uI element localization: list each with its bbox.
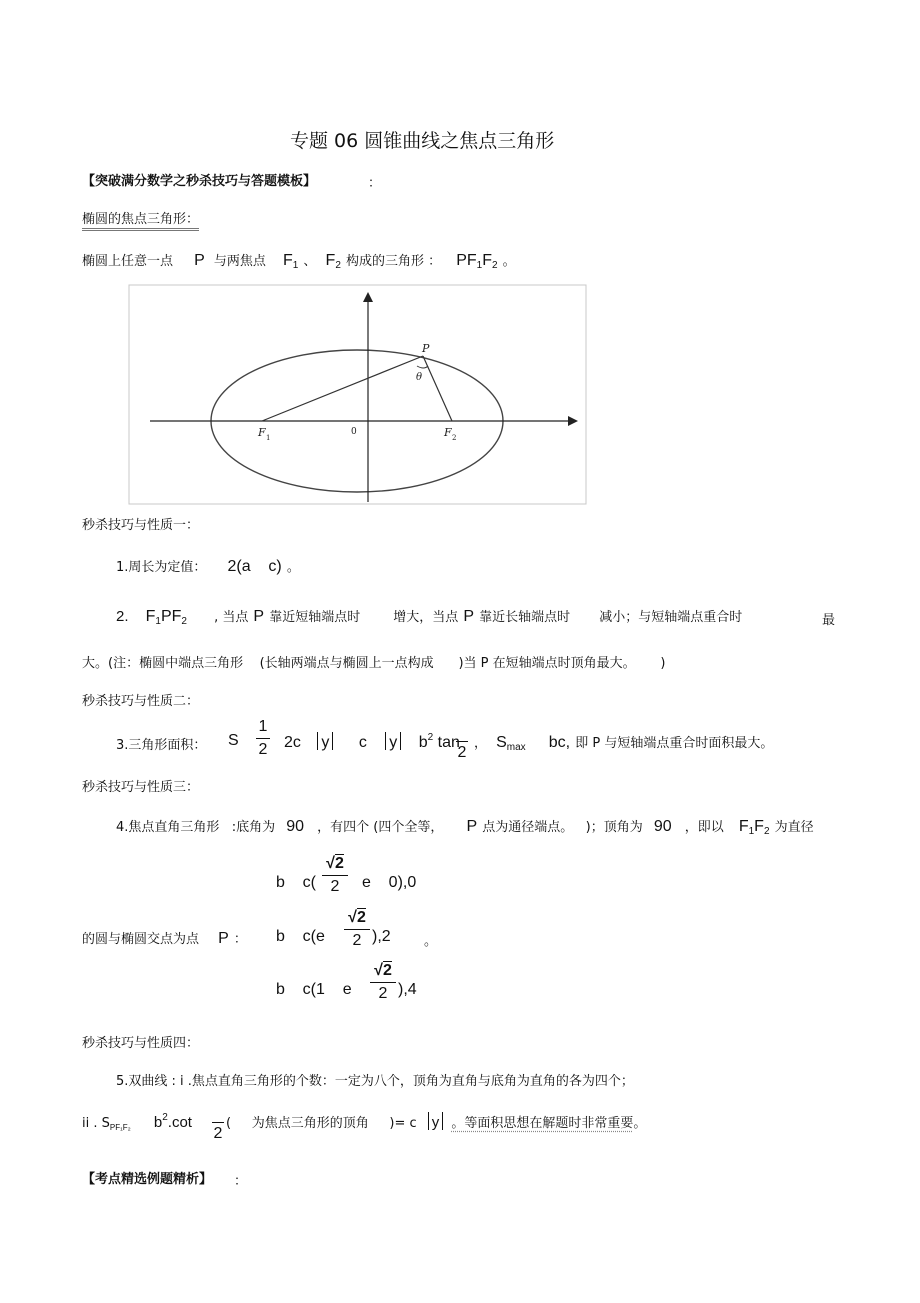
prop4-case1-sqrt-two: 2 bbox=[334, 855, 344, 872]
prop4-d: ，即以 bbox=[684, 820, 724, 835]
prop4-case1-frac bbox=[322, 855, 348, 896]
prop4-case3-sqrt: √2 bbox=[374, 962, 392, 979]
prop3-comma: ， bbox=[474, 736, 488, 751]
prop3-tan-bar bbox=[456, 741, 468, 742]
intro-F2-sub: 2 bbox=[335, 260, 341, 271]
prop4-F1: F bbox=[738, 818, 749, 835]
prop5-y: y bbox=[431, 1114, 440, 1131]
prop3-c: c bbox=[358, 734, 367, 751]
prop3-b: b bbox=[418, 734, 428, 751]
prop4-case3-a: b c(1 e bbox=[276, 981, 352, 998]
prop4-case1-bar bbox=[322, 875, 348, 876]
prop4-a: 4.焦点直角三角形 :底角为 bbox=[116, 820, 276, 835]
prop4-case3-frac bbox=[370, 962, 396, 1003]
label-P: P bbox=[422, 342, 430, 355]
prop3-tail bbox=[474, 732, 773, 752]
intro-P: P bbox=[194, 252, 205, 269]
prop5-sub: PF₁F₂ bbox=[109, 1123, 131, 1132]
prop2-f: 最 bbox=[822, 613, 836, 628]
prop4-case2-bar bbox=[344, 929, 370, 930]
prop4-F1-sub: 1 bbox=[748, 826, 755, 837]
prop4-heading: 秒杀技巧与性质三： bbox=[82, 780, 200, 795]
page-title: 专题 06 圆锥曲线之焦点三角形 bbox=[290, 130, 555, 152]
prop3-tail-text: 即 P 与短轴端点重合时面积最大。 bbox=[575, 736, 774, 751]
intro-F2: F bbox=[325, 252, 336, 269]
subtitle: 椭圆的焦点三角形： bbox=[82, 208, 199, 231]
intro-F1: F bbox=[282, 252, 293, 269]
intro-PF-sub2: 2 bbox=[492, 260, 498, 271]
intro-PF-sub1: 1 bbox=[476, 260, 483, 271]
prop4-circle-text: 的圆与椭圆交点为点 bbox=[82, 932, 200, 947]
prop3-tan-frac bbox=[456, 727, 468, 762]
prop3-bc: bc, bbox=[548, 734, 571, 751]
x-axis-arrow bbox=[568, 416, 578, 426]
prop4-case3-b: ),4 bbox=[398, 981, 417, 998]
prop2-line1 bbox=[116, 606, 742, 626]
prop2-PF-sub: 2 bbox=[181, 616, 187, 627]
prop4-case2-a: b c(e bbox=[276, 928, 325, 945]
prop2-c: 增大，当点 bbox=[393, 610, 459, 625]
section-heading-colon: ： bbox=[368, 176, 382, 191]
prop3-y1: y bbox=[321, 734, 330, 751]
prop5-cot-den: 2 bbox=[213, 1125, 223, 1142]
abs-bar-1 bbox=[317, 732, 318, 750]
prop5-abs-bar-1 bbox=[428, 1112, 429, 1130]
prop5-line1: 5.双曲线 : i .焦点直角三角形的个数：一定为八个，顶角为直角与底角为直角的各为四个； bbox=[116, 1074, 634, 1089]
prop4-case3-bar bbox=[370, 982, 396, 983]
prop3-2c: 2c bbox=[284, 734, 301, 751]
prop4-ninety2: 90 bbox=[653, 818, 672, 835]
abs-bar-4 bbox=[400, 732, 401, 750]
prop4-case1-b: e 0),0 bbox=[362, 874, 417, 891]
prop4-circle-P: P bbox=[218, 930, 229, 947]
abs-bar-3 bbox=[385, 732, 386, 750]
label-O: 0 bbox=[351, 427, 357, 437]
prop2-num: 2. bbox=[116, 608, 129, 625]
figure-frame bbox=[129, 285, 586, 504]
label-F1-sub: 1 bbox=[266, 434, 271, 442]
prop5-tail: 。等面积思想在解题时非常重要 bbox=[451, 1116, 634, 1131]
prop4-c: 点为通径端点。 )；顶角为 bbox=[482, 820, 643, 835]
prop4-ninety1: 90 bbox=[286, 818, 305, 835]
prop3-label: 3.三角形面积： bbox=[116, 738, 207, 753]
prop4-case1-sqrt: √2 bbox=[326, 855, 344, 872]
intro-line bbox=[82, 250, 516, 270]
prop4-period: 。 bbox=[424, 934, 438, 949]
prop4-case3-sqrt-two: 2 bbox=[382, 962, 392, 979]
prop3-half-num: 1 bbox=[258, 718, 268, 735]
prop5-abs-bar-2 bbox=[442, 1112, 443, 1130]
prop5-b-sq: 2 bbox=[162, 1112, 168, 1123]
prop3-half-bar bbox=[256, 738, 270, 739]
prop4-case2-sqrt-two: 2 bbox=[356, 909, 366, 926]
prop4-case1-a: b c( bbox=[276, 874, 317, 891]
prop5-cot-bar bbox=[212, 1122, 224, 1123]
prop5-b: b bbox=[153, 1114, 163, 1131]
prop2-d: 靠近长轴端点时 bbox=[479, 610, 571, 625]
prop5-period: 。 bbox=[633, 1116, 647, 1131]
intro-F1-sub: 1 bbox=[292, 260, 299, 271]
prop4-case2-frac bbox=[344, 909, 370, 950]
prop5-line2-tail bbox=[226, 1112, 646, 1131]
prop2-a: , 当点 bbox=[214, 610, 249, 625]
label-F2-sub: 2 bbox=[452, 434, 457, 442]
prop1-line bbox=[116, 556, 300, 576]
prop3-Smax: S bbox=[496, 734, 507, 751]
y-axis-arrow bbox=[363, 292, 373, 302]
prop4-case2-den: 2 bbox=[352, 932, 362, 949]
intro-text-b: 与两焦点 bbox=[213, 254, 266, 269]
prop1-end: 。 bbox=[286, 560, 300, 575]
prop3-tan: tan bbox=[437, 734, 460, 751]
intro-text-c: 构成的三角形 ： bbox=[345, 254, 442, 269]
prop3-half bbox=[256, 718, 270, 759]
prop5-heading: 秒杀技巧与性质四： bbox=[82, 1036, 200, 1051]
prop4-b: ，有四个 (四个全等， bbox=[317, 820, 444, 835]
intro-sep: 、 bbox=[303, 254, 317, 269]
prop5-line2 bbox=[82, 1112, 192, 1131]
segment-F1P bbox=[262, 356, 423, 421]
abs-bar-2 bbox=[332, 732, 333, 750]
prop4-P: P bbox=[466, 818, 478, 835]
prop5-ii: ii . S bbox=[82, 1116, 110, 1131]
prop3-heading: 秒杀技巧与性质二： bbox=[82, 694, 200, 709]
prop3-area-expr bbox=[284, 732, 460, 752]
prop3-S: S bbox=[228, 732, 239, 749]
intro-PF: PF bbox=[456, 252, 477, 269]
prop2-e: 减小；与短轴端点重合时 bbox=[599, 610, 743, 625]
prop3-tan-den: 2 bbox=[457, 744, 467, 761]
prop2-P1: P bbox=[253, 608, 265, 625]
angle-arc bbox=[417, 366, 428, 368]
prop4-F2-sub: 2 bbox=[763, 826, 770, 837]
label-F1: F bbox=[258, 426, 266, 439]
prop4-circle-colon: ： bbox=[233, 932, 247, 947]
ellipse-figure bbox=[128, 284, 588, 506]
label-theta: θ bbox=[416, 372, 423, 383]
prop1-formula: 2(a c) bbox=[227, 558, 282, 575]
prop5-cot-frac bbox=[212, 1108, 224, 1143]
prop4-case2-sqrt: √2 bbox=[348, 909, 366, 926]
label-F2: F bbox=[444, 426, 452, 439]
intro-end: 。 bbox=[502, 254, 516, 269]
footer-colon: ： bbox=[234, 1174, 248, 1189]
prop3-b-sq: 2 bbox=[427, 732, 434, 743]
footer-heading: 【考点精选例题精析】 bbox=[82, 1172, 213, 1187]
prop4-case3-den: 2 bbox=[378, 985, 388, 1002]
prop2-line2: 大。(注：椭圆中端点三角形 (长轴两端点与椭圆上一点构成 )当 P 在短轴端点时顶角最大。 ) bbox=[82, 656, 666, 671]
prop4-F2: F bbox=[754, 818, 764, 835]
section-heading-secret: 【突破满分数学之秒杀技巧与答题模板】 bbox=[82, 174, 317, 189]
prop5-paren: ( 为焦点三角形的顶角 )= c bbox=[226, 1116, 417, 1131]
prop2-F-sub: 1 bbox=[155, 616, 161, 627]
prop1-label: 1.周长为定值： bbox=[116, 560, 207, 575]
prop3-y2: y bbox=[389, 734, 398, 751]
prop3-half-den: 2 bbox=[258, 741, 268, 758]
prop1-heading: 秒杀技巧与性质一： bbox=[82, 518, 200, 533]
prop4-case1-den: 2 bbox=[330, 878, 340, 895]
prop3-max: max bbox=[506, 742, 526, 753]
intro-text-a: 椭圆上任意一点 bbox=[82, 254, 174, 269]
intro-F: F bbox=[482, 252, 492, 269]
prop4-circle-line bbox=[82, 928, 247, 948]
prop2-b: 靠近短轴端点时 bbox=[269, 610, 361, 625]
prop4-line1 bbox=[116, 816, 814, 836]
prop4-e: 为直径 bbox=[774, 820, 814, 835]
prop2-P2: P bbox=[463, 608, 475, 625]
prop5-cot: .cot bbox=[167, 1114, 192, 1131]
prop2-PF: PF bbox=[160, 608, 182, 625]
prop2-F: F bbox=[145, 608, 156, 625]
prop4-case2-b: ),2 bbox=[372, 928, 391, 945]
